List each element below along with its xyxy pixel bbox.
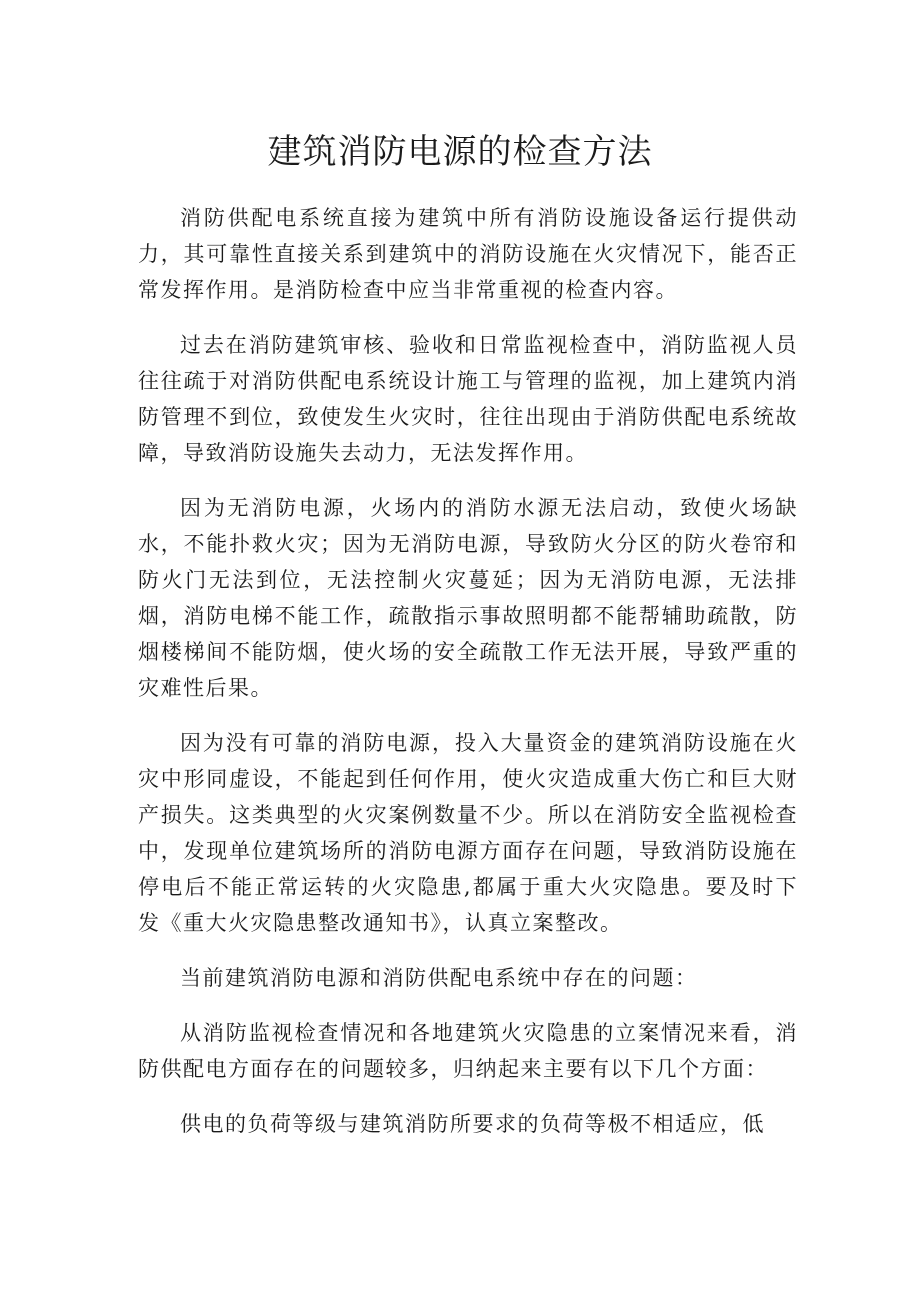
document-title: 建筑消防电源的检查方法 [267, 132, 653, 172]
paragraph: 因为没有可靠的消防电源，投入大量资金的建筑消防设施在火灾中形同虚设，不能起到任何作用，使火灾造成重大伤亡和巨大财产损失。这类典型的火灾案例数量不少。所以在消防安全监视检查中，发现单位建筑场所的消防电源方面存在问题，导致消防设施在停电后不能正常运转的火灾隐患,都属于重大火灾隐患。要及时下发《重大火灾隐患整改通知书》，认真立案整改。 [138, 731, 798, 935]
paragraph: 过去在消防建筑审核、验收和日常监视检查中，消防监视人员往往疏于对消防供配电系统设计施工与管理的监视，加上建筑内消防管理不到位，致使发生火灾时，往往出现由于消防供配电系统故障，导致消防设施失去动力，无法发挥作用。 [138, 333, 798, 465]
paragraph: 从消防监视检查情况和各地建筑火灾隐患的立案情况来看，消防供配电方面存在的问题较多，归纳起来主要有以下几个方面： [138, 1021, 798, 1081]
document-body [138, 200, 798, 1161]
paragraph: 因为无消防电源，火场内的消防水源无法启动，致使火场缺水，不能扑救火灾；因为无消防电源，导致防火分区的防火卷帘和防火门无法到位，无法控制火灾蔓延；因为无消防电源，无法排烟，消防电梯不能工作，疏散指示事故照明都不能帮辅助疏散，防烟楼梯间不能防烟，使火场的安全疏散工作无法开展，导致严重的灾难性后果。 [138, 496, 798, 700]
paragraph: 当前建筑消防电源和消防供配电系统中存在的问题： [180, 966, 698, 990]
paragraph: 消防供配电系统直接为建筑中所有消防设施设备运行提供动力，其可靠性直接关系到建筑中的消防设施在火灾情况下，能否正常发挥作用。是消防检查中应当非常重视的检查内容。 [138, 206, 798, 302]
paragraph: 供电的负荷等级与建筑消防所要求的负荷等极不相适应，低 [180, 1112, 765, 1136]
